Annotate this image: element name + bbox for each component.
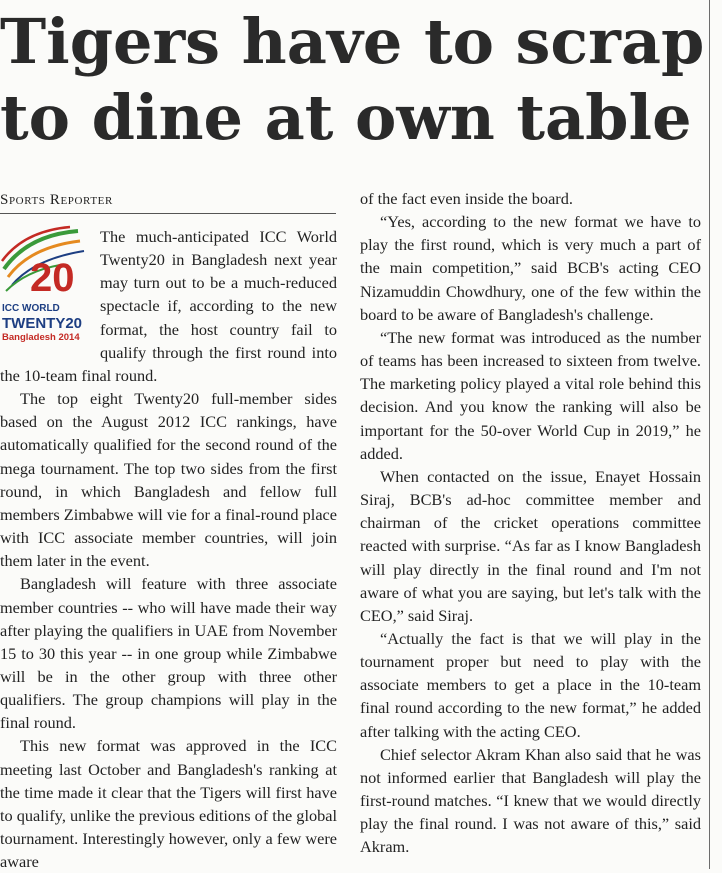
paragraph: This new format was approved in the ICC meeting last October and Bangladesh's ranking at the time made it clear that the Tigers will first have to qualify, unlike the previous editions of the global tournament. Interestingly however, only a few were aware xyxy=(0,736,337,872)
headline xyxy=(0,4,704,156)
article-column-left xyxy=(0,225,337,873)
paragraph: “Actually the fact is that we will play in the tournament proper but need to play with the associate members to get a place in the 10-team final round according to the new format,” he added after talking with the acting CEO. xyxy=(360,628,701,741)
paragraph: The top eight Twenty20 full-member sides based on the August 2012 ICC rankings, have automatically qualified for the second round of the mega tournament. The top two sides from the first round, in which Bangladesh and fellow full members Zimbabwe will vie for a final-round place with ICC associate member countries, will join them later in the event. xyxy=(0,389,337,571)
paragraph: of the fact even inside the board. xyxy=(360,189,573,208)
paragraph: “The new format was introduced as the number of teams has been increased to sixteen from twelve. The marketing policy played a vital role behind this decision. And you know the ranking will also be important for the 50-over World Cup in 2019,” he added. xyxy=(360,327,701,463)
paragraph: “Yes, according to the new format we have to play the first round, which is very much a part of the main competition,” said BCB's acting CEO Nizamuddin Chowdhury, one of the few within the board to be aware of Bangladesh's challenge. xyxy=(360,212,701,324)
article-column-right xyxy=(360,187,701,859)
paragraph: Chief selector Akram Khan also said that he was not informed earlier that Bangladesh will play the first-round matches. “I knew that we would directly play the final round. I was not aware of this,” said Akram. xyxy=(360,744,701,857)
paragraph: Bangladesh will feature with three associate member countries -- who will have made their way after playing the qualifiers in UAE from November 15 to 30 this year -- in one group while Zimbabwe will be in the other group with three other qualifiers. The group champions will play in the final round. xyxy=(0,574,337,733)
byline: Sports Reporter xyxy=(0,189,336,214)
paragraph: The much-anticipated ICC World Twenty20 in Bangladesh next year may turn out to be a much-reduced spectacle if, according to the new format, the host country fail to qualify through the first round into the 10-team final round. xyxy=(0,227,337,385)
logo-graphic xyxy=(0,225,92,305)
headline-line-1: Tigers have to scrap xyxy=(0,5,705,78)
column-rule xyxy=(709,0,710,869)
icc-world-twenty20-logo xyxy=(0,225,92,359)
headline-line-2: to dine at own table xyxy=(0,81,692,154)
logo-text-icc-world: ICC WORLD xyxy=(2,303,60,314)
logo-text-twenty20: TWENTY20 xyxy=(2,315,83,332)
logo-numeral: 20 xyxy=(30,256,75,300)
paragraph: When contacted on the issue, Enayet Hossain Siraj, BCB's ad-hoc committee member and chairman of the cricket operations committee reacted with surprise. “As far as I know Bangladesh will play directly in the final round and I'm not aware of what you are saying, but let's talk with the CEO,” said Siraj. xyxy=(360,466,701,625)
logo-text-bangladesh-2014: Bangladesh 2014 xyxy=(2,332,80,343)
